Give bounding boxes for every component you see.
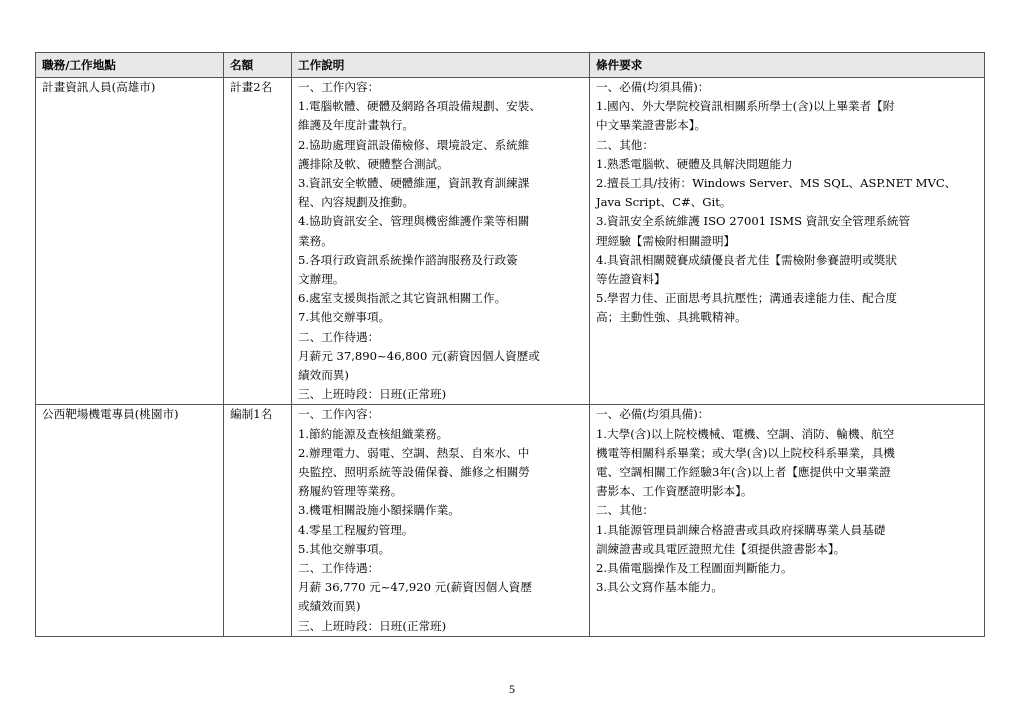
- position-cell: 公西靶場機電專員(桃園市): [36, 405, 224, 636]
- requirement-line: 訓練證書或具電匠證照尤佳【須提供證書影本】。: [596, 541, 846, 556]
- requirements-cell: [590, 78, 985, 405]
- description-line: 或績效而異): [298, 599, 361, 614]
- requirements-cell: [590, 405, 985, 636]
- requirement-line: 等佐證資料】: [596, 272, 666, 287]
- description-line: 程、內容規劃及推動。: [298, 195, 414, 210]
- description-line: 6.處室支援與指派之其它資訊相關工作。: [298, 291, 507, 306]
- description-line: 7.其他交辦事項。: [298, 310, 391, 325]
- table-row: [36, 405, 985, 636]
- requirement-line: 2.擅長工具/技術：Windows Server、MS SQL、ASP.NET MVC、: [596, 176, 957, 191]
- description-line: 月薪元 37,890~46,800 元(薪資因個人資歷或: [298, 348, 540, 363]
- requirement-line: 1.熟悉電腦軟、硬體及具解決問題能力: [596, 156, 793, 171]
- description-line: 維護及年度計畫執行。: [298, 118, 414, 133]
- requirement-line: Java Script、C#、Git。: [596, 195, 732, 210]
- description-cell: [292, 405, 590, 636]
- description-line: 3.資訊安全軟體、硬體維運，資訊教育訓練課: [298, 176, 530, 191]
- description-cell: [292, 78, 590, 405]
- requirement-line: 電、空調相關工作經驗3年(含)以上者【應提供中文畢業證: [596, 465, 891, 480]
- requirement-line: 5.學習力佳、正面思考具抗壓性；溝通表達能力佳、配合度: [596, 291, 897, 306]
- description-line: 一、工作內容：: [298, 407, 380, 422]
- requirement-line: 1.大學(含)以上院校機械、電機、空調、消防、輪機、航空: [596, 426, 895, 441]
- requirement-line: 3.具公文寫作基本能力。: [596, 580, 723, 595]
- page-number: 5: [509, 682, 515, 696]
- description-line: 1.節約能源及查核組織業務。: [298, 426, 449, 441]
- requirement-line: 2.具備電腦操作及工程圖面判斷能力。: [596, 561, 793, 576]
- description-line: 3.機電相關設施小額採購作業。: [298, 503, 460, 518]
- quota-cell: 編制1名: [224, 405, 292, 636]
- description-line: 文辦理。: [298, 272, 345, 287]
- description-line: 月薪 36,770 元~47,920 元(薪資因個人資歷: [298, 580, 532, 595]
- job-table: [35, 52, 985, 637]
- description-line: 4.協助資訊安全、管理與機密維護作業等相關: [298, 214, 530, 229]
- description-line: 一、工作內容：: [298, 80, 380, 94]
- header-position: 職務/工作地點: [36, 53, 224, 78]
- description-line: 2.協助處理資訊設備檢修、環境設定、系統維: [298, 137, 530, 152]
- header-row: [36, 53, 985, 78]
- description-line: 三、上班時段：日班(正常班): [298, 618, 447, 633]
- requirement-line: 3.資訊安全系統維護 ISO 27001 ISMS 資訊安全管理系統管: [596, 214, 911, 229]
- quota-cell: 計畫2名: [224, 78, 292, 405]
- requirement-line: 機電等相關科系畢業；或大學(含)以上院校科系畢業，具機: [596, 445, 895, 460]
- requirement-line: 中文畢業證書影本】。: [596, 118, 707, 133]
- table-row: [36, 78, 985, 405]
- description-line: 1.電腦軟體、硬體及網路各項設備規劃、安裝、: [298, 99, 541, 114]
- requirement-line: 1.具能源管理員訓練合格證書或具政府採購專業人員基礎: [596, 522, 886, 537]
- description-line: 績效而異): [298, 368, 349, 383]
- requirement-line: 1.國內、外大學院校資訊相關系所學士(含)以上畢業者【附: [596, 99, 895, 114]
- description-line: 央監控、照明系統等設備保養、維修之相關勞: [298, 465, 530, 480]
- requirement-line: 4.具資訊相關競賽成績優良者尤佳【需檢附參賽證明或獎狀: [596, 252, 897, 267]
- description-line: 護排除及軟、硬體整合測試。: [298, 156, 449, 171]
- description-line: 三、上班時段：日班(正常班): [298, 387, 447, 402]
- description-line: 務履約管理等業務。: [298, 484, 403, 499]
- job-rows: [36, 78, 985, 637]
- requirement-line: 一、必備(均須具備)：: [596, 80, 710, 94]
- description-line: 二、工作待遇：: [298, 561, 380, 576]
- header-requirements: 條件要求: [590, 53, 985, 78]
- requirement-line: 理經驗【需檢附相關證明】: [596, 233, 736, 248]
- description-line: 4.零星工程履約管理。: [298, 522, 414, 537]
- description-line: 二、工作待遇：: [298, 329, 380, 344]
- header-description: 工作說明: [292, 53, 590, 78]
- requirement-line: 高；主動性強、具挑戰精神。: [596, 310, 747, 325]
- requirement-line: 二、其他：: [596, 137, 654, 152]
- requirement-line: 二、其他：: [596, 503, 654, 518]
- position-cell: 計畫資訊人員(高雄市): [36, 78, 224, 405]
- requirement-line: 一、必備(均須具備)：: [596, 407, 710, 422]
- description-line: 業務。: [298, 233, 333, 248]
- description-line: 5.各項行政資訊系統操作諮詢服務及行政簽: [298, 252, 518, 267]
- description-line: 5.其他交辦事項。: [298, 541, 391, 556]
- requirement-line: 書影本、工作資歷證明影本】。: [596, 484, 753, 499]
- description-line: 2.辦理電力、弱電、空調、熱泵、自來水、中: [298, 445, 530, 460]
- header-quota: 名額: [224, 53, 292, 78]
